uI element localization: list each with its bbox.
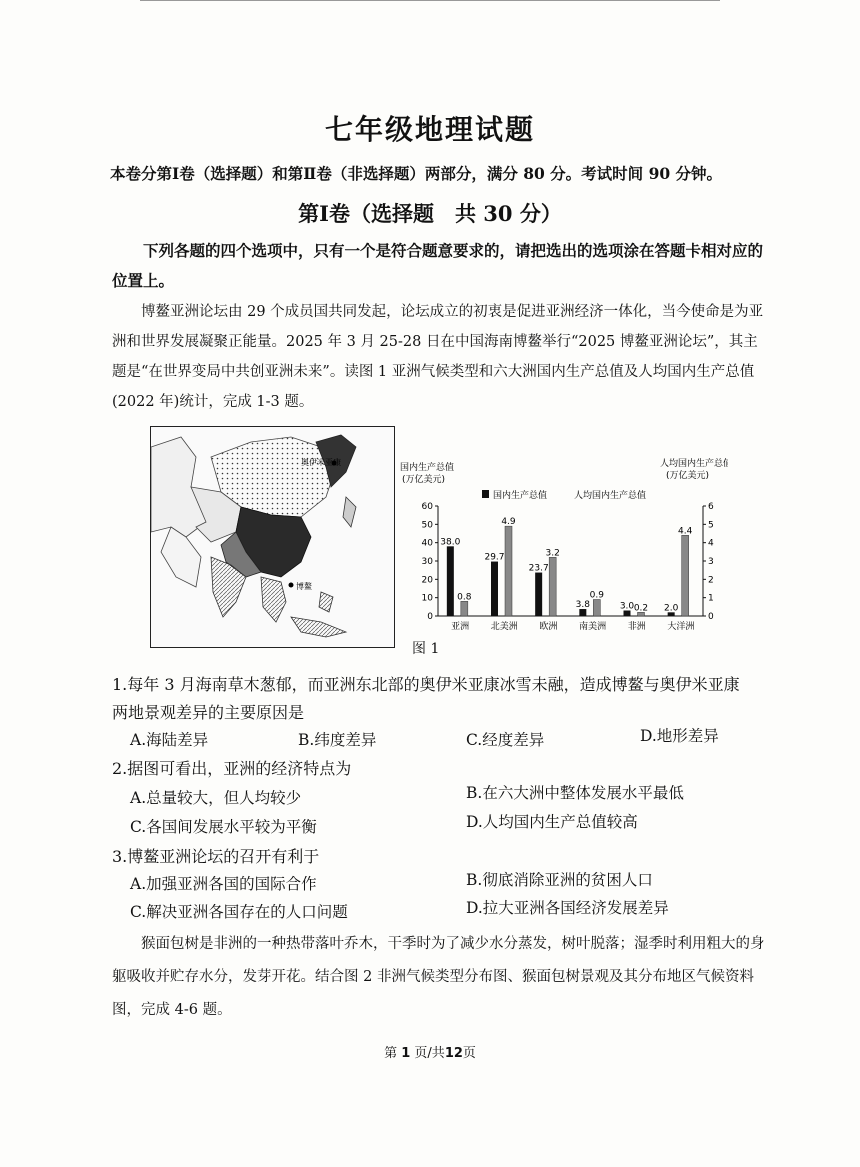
x-tick-label: 非洲 (627, 622, 646, 632)
bar-per-capita (505, 526, 512, 616)
page-footer (0, 1042, 860, 1061)
q2-option-d[interactable]: D.人均国内生产总值较高 (466, 813, 638, 831)
q1-option-a[interactable]: A.海陆差异 (130, 731, 209, 749)
footer-prefix: 第 (384, 1046, 398, 1061)
bar-gdp (579, 609, 586, 616)
data-label-per-capita: 4.9 (501, 517, 516, 528)
data-label-gdp: 2.0 (664, 603, 679, 614)
y-tick-label-right: 2 (708, 575, 714, 586)
data-label-gdp: 3.0 (619, 601, 635, 612)
y-tick-label-right: 0 (708, 612, 714, 622)
ylabel-left-line1: 国内生产总值 (400, 463, 455, 473)
q3-option-a[interactable]: A.加强亚洲各国的国际合作 (130, 875, 317, 893)
ylabel-right-line1: 人均国内生产总值 (660, 459, 728, 469)
data-label-per-capita: 0.9 (589, 590, 604, 601)
label-oymyakon: 奥伊米亚康 (301, 458, 341, 467)
bar-per-capita (682, 535, 689, 616)
q1-stem-line1: 1.每年 3 月海南草木葱郁，而亚洲东北部的奥伊米亚康冰雪未融，造成博鳌与奥伊米亚康 (112, 675, 740, 694)
q2-option-c[interactable]: C.各国间发展水平较为平衡 (130, 818, 317, 836)
q2-option-b[interactable]: B.在六大洲中整体发展水平最低 (466, 784, 684, 802)
footer-page: 1 (401, 1046, 411, 1061)
ylabel-right-line2: (万亿美元) (666, 471, 710, 481)
exam-intro: 本卷分第Ⅰ卷（选择题）和第Ⅱ卷（非选择题）两部分，满分 80 分。考试时间 90 分钟。 (110, 164, 723, 183)
bar-gdp (491, 562, 498, 616)
data-label-gdp: 29.7 (484, 552, 505, 563)
data-label-per-capita: 4.4 (678, 526, 693, 537)
x-tick-label: 北美洲 (490, 622, 518, 632)
x-tick-label: 亚洲 (451, 622, 470, 632)
bar-gdp (447, 546, 454, 616)
asia-climate-map (150, 426, 395, 648)
data-label-per-capita: 0.8 (457, 592, 472, 603)
y-tick-label-left: 10 (421, 593, 433, 604)
y-tick-label-right: 3 (708, 557, 714, 567)
passage-2: 猴面包树是非洲的一种热带落叶乔木，干季时为了减少水分蒸发，树叶脱落；湿季时利用粗大的身躯吸收并贮存水分，发芽开花。结合图 2 非洲气候类型分布图、猴面包树景观及其分布地区气候资料图，完成 4-6 题。 (112, 936, 765, 1018)
section-title: 第Ⅰ卷（选择题 共 30 分） (298, 201, 562, 226)
y-tick-label-left: 20 (421, 575, 433, 586)
data-label-gdp: 38.0 (440, 537, 461, 548)
y-tick-label-left: 60 (421, 502, 433, 512)
y-tick-label-right: 5 (708, 520, 714, 531)
bar-per-capita (593, 600, 600, 617)
page-title: 七年级地理试题 (324, 113, 535, 146)
legend-swatch-gdp (482, 490, 489, 498)
instruction: 下列各题的四个选项中，只有一个是符合题意要求的，请把选出的选项涂在答题卡相对应的位置上。 (112, 241, 764, 290)
y-tick-label-left: 50 (421, 520, 433, 531)
ylabel-left-line2: (万亿美元) (402, 475, 446, 485)
y-tick-label-right: 1 (708, 593, 714, 604)
y-tick-label-right: 6 (708, 502, 714, 512)
boao-marker (289, 583, 294, 588)
legend-gdp: 国内生产总值 (493, 491, 548, 501)
x-tick-label: 大洋洲 (667, 622, 695, 632)
scan-edge-line (140, 0, 720, 1)
y-tick-label-left: 0 (427, 612, 433, 622)
data-label-per-capita: 3.2 (545, 548, 560, 559)
data-label-per-capita: 0.2 (633, 603, 649, 614)
footer-suffix: 页 (462, 1046, 476, 1061)
x-tick-label: 欧洲 (539, 622, 558, 632)
q1-stem-line2: 两地景观差异的主要原因是 (112, 703, 305, 722)
bar-per-capita (549, 557, 556, 616)
q3-option-d[interactable]: D.拉大亚洲各国经济发展差异 (466, 899, 669, 917)
figure-1-label: 图 1 (412, 641, 440, 657)
q3-option-c[interactable]: C.解决亚洲各国存在的人口问题 (130, 903, 348, 921)
bar-gdp (535, 573, 542, 616)
gdp-chart (398, 456, 728, 646)
label-boao: 博鳌 (296, 582, 312, 591)
data-label-gdp: 23.7 (528, 563, 549, 574)
y-tick-label-left: 30 (421, 557, 433, 567)
footer-middle: 页/共 (414, 1046, 445, 1061)
data-label-gdp: 3.8 (575, 600, 590, 611)
q3-stem: 3.博鳌亚洲论坛的召开有利于 (112, 847, 320, 866)
q1-option-d[interactable]: D.地形差异 (640, 727, 719, 745)
x-tick-label: 南美洲 (579, 622, 607, 632)
gdp-chart-svg (398, 456, 728, 646)
y-tick-label-left: 40 (421, 538, 433, 549)
bar-per-capita (461, 601, 468, 616)
asia-map-graphic (151, 427, 394, 647)
q2-stem: 2.据图可看出，亚洲的经济特点为 (112, 759, 352, 778)
passage-1: 博鳌亚洲论坛由 29 个成员国共同发起，论坛成立的初衷是促进亚洲经济一体化，当今使命是为亚洲和世界发展凝聚正能量。2025 年 3 月 25-28 日在中国海南博鳌举行“2025 博鳌亚洲论坛”，其主题是“在世界变局中共创亚洲未来”。读图 1 亚洲气候类型和六大洲国内生产总值及人均国内生产总值(2022 年)统计，完成 1-3 题。 (112, 304, 764, 410)
q1-option-b[interactable]: B.纬度差异 (298, 731, 377, 749)
y-tick-label-right: 4 (708, 538, 714, 549)
q3-option-b[interactable]: B.彻底消除亚洲的贫困人口 (466, 871, 653, 889)
q2-option-a[interactable]: A.总量较大，但人均较少 (130, 789, 302, 807)
q1-option-c[interactable]: C.经度差异 (466, 731, 545, 749)
legend-per-capita: 人均国内生产总值 (574, 491, 647, 501)
footer-total: 12 (444, 1046, 463, 1061)
